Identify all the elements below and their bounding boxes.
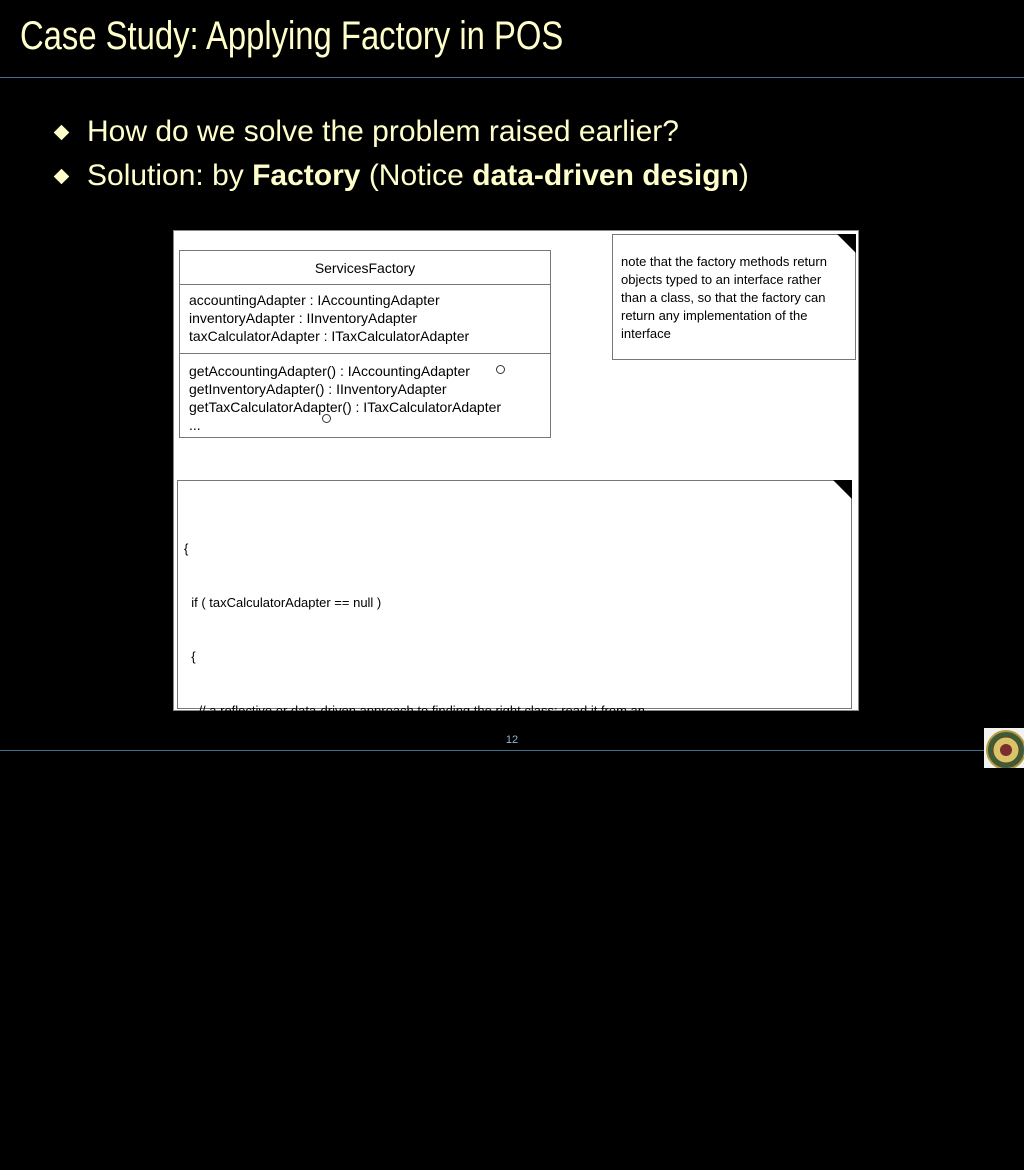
code-line: { — [184, 649, 196, 664]
attribute: accountingAdapter : IAccountingAdapter — [189, 292, 440, 308]
services-factory-class — [179, 250, 551, 438]
bullet-list — [50, 110, 749, 198]
bullet-text: How do we solve the problem raised earlier? — [87, 115, 679, 148]
code-line: // a reflective or data-driven approach to finding the right class: read it from an — [184, 703, 646, 718]
note-anchor-circle-icon — [496, 365, 505, 374]
diamond-bullet-icon — [54, 168, 70, 184]
footer-divider — [0, 750, 1024, 751]
class-methods — [180, 354, 550, 442]
attribute: inventoryAdapter : IInventoryAdapter — [189, 310, 418, 326]
code-line: { — [184, 541, 189, 556]
diamond-bullet-icon — [54, 124, 70, 140]
bullet-item — [50, 154, 749, 198]
page-number: 12 — [505, 734, 519, 746]
code-line: if ( taxCalculatorAdapter == null ) — [184, 595, 382, 610]
note-anchor-circle-icon — [322, 414, 331, 423]
code-line: } — [184, 1009, 196, 1024]
attribute: taxCalculatorAdapter : ITaxCalculatorAdapter — [189, 328, 470, 344]
method: getInventoryAdapter() : IInventoryAdapter — [189, 381, 447, 397]
uml-note — [612, 234, 856, 360]
folded-corner-icon — [837, 234, 856, 253]
folded-corner-icon — [833, 480, 852, 499]
method: getTaxCalculatorAdapter() : ITaxCalculatorAdapter — [189, 399, 502, 415]
title-divider — [0, 77, 1024, 78]
slide-title: Case Study: Applying Factory in POS — [20, 14, 564, 58]
code-line: return taxCalculatorAdapter; — [184, 1063, 354, 1078]
bullet-item — [50, 110, 749, 154]
code-line: } — [184, 1117, 189, 1132]
method: getAccountingAdapter() : IAccountingAdapter — [189, 363, 470, 379]
code-line: // external property — [184, 757, 307, 772]
note-text: note that the factory methods return objects typed to an interface rather than a class, so that the factory can return any implementation of the interface — [621, 254, 827, 341]
bold-data-driven-design: data-driven design — [472, 159, 739, 192]
bold-factory: Factory — [252, 159, 361, 192]
code-line: taxCalculatorAdapter = (ITaxCalculatorAdapter) Class.forName( className ).newInstance(); — [184, 919, 730, 934]
bullet-text: Solution: by Factory (Notice data-driven design) — [87, 159, 749, 192]
code-line: String className = System.getProperty( "taxcalculator.class.name" ); — [184, 865, 600, 880]
class-attributes — [180, 285, 550, 354]
code-line — [184, 810, 845, 828]
class-name: ServicesFactory — [180, 251, 550, 285]
method: ... — [189, 417, 201, 433]
university-seal-logo — [984, 728, 1024, 768]
